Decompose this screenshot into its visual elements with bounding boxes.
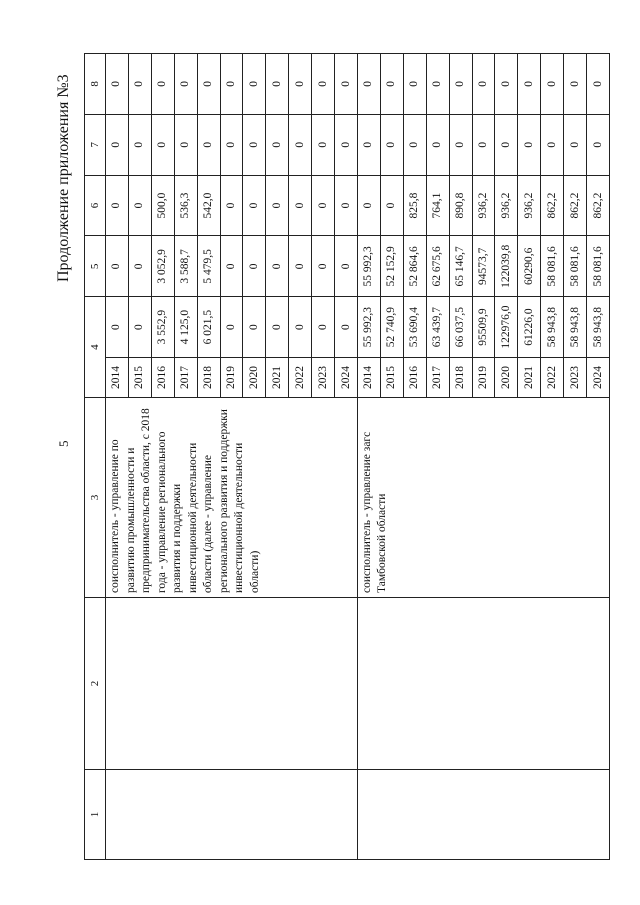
header-cell-5: 5 — [85, 236, 106, 297]
regional-value-cell: 0 — [380, 175, 403, 236]
federal-value-cell: 5 479,5 — [197, 236, 220, 297]
regional-value-cell: 825,8 — [403, 175, 426, 236]
total-value-cell: 66 037,5 — [449, 297, 472, 358]
regional-value-cell: 536,3 — [174, 175, 197, 236]
rotated-table-container — [84, 54, 608, 860]
regional-value-cell: 0 — [220, 175, 243, 236]
other-value-cell: 0 — [289, 54, 312, 115]
federal-value-cell: 0 — [243, 236, 266, 297]
regional-value-cell: 0 — [312, 175, 335, 236]
federal-value-cell: 94573,7 — [472, 236, 495, 297]
group-col2-cell — [357, 598, 609, 770]
local-value-cell: 0 — [495, 114, 518, 175]
regional-value-cell: 936,2 — [472, 175, 495, 236]
regional-value-cell: 890,8 — [449, 175, 472, 236]
other-value-cell: 0 — [518, 54, 541, 115]
year-cell: 2017 — [426, 358, 449, 398]
other-value-cell: 0 — [564, 54, 587, 115]
local-value-cell: 0 — [312, 114, 335, 175]
local-value-cell: 0 — [564, 114, 587, 175]
regional-value-cell: 542,0 — [197, 175, 220, 236]
local-value-cell: 0 — [151, 114, 174, 175]
federal-value-cell: 0 — [312, 236, 335, 297]
other-value-cell: 0 — [426, 54, 449, 115]
total-value-cell: 63 439,7 — [426, 297, 449, 358]
regional-value-cell: 862,2 — [541, 175, 564, 236]
federal-value-cell: 0 — [106, 236, 129, 297]
other-value-cell: 0 — [472, 54, 495, 115]
table-row — [357, 54, 380, 860]
executor-description: соисполнитель - управление загс Тамбовской области — [357, 398, 609, 598]
local-value-cell: 0 — [335, 114, 358, 175]
header-cell-6: 6 — [85, 175, 106, 236]
other-value-cell: 0 — [174, 54, 197, 115]
federal-value-cell: 122039,8 — [495, 236, 518, 297]
year-cell: 2019 — [472, 358, 495, 398]
local-value-cell: 0 — [587, 114, 610, 175]
federal-value-cell: 60290,6 — [518, 236, 541, 297]
total-value-cell: 122976,0 — [495, 297, 518, 358]
header-row — [85, 54, 106, 860]
year-cell: 2020 — [243, 358, 266, 398]
year-cell: 2019 — [220, 358, 243, 398]
total-value-cell: 0 — [266, 297, 289, 358]
other-value-cell: 0 — [243, 54, 266, 115]
local-value-cell: 0 — [426, 114, 449, 175]
federal-value-cell: 58 081,6 — [541, 236, 564, 297]
other-value-cell: 0 — [357, 54, 380, 115]
other-value-cell: 0 — [449, 54, 472, 115]
federal-value-cell: 3 588,7 — [174, 236, 197, 297]
federal-value-cell: 52 864,6 — [403, 236, 426, 297]
other-value-cell: 0 — [266, 54, 289, 115]
total-value-cell: 0 — [289, 297, 312, 358]
regional-value-cell: 862,2 — [564, 175, 587, 236]
regional-value-cell: 500,0 — [151, 175, 174, 236]
total-value-cell: 58 943,8 — [564, 297, 587, 358]
regional-value-cell: 0 — [128, 175, 151, 236]
regional-value-cell: 936,2 — [518, 175, 541, 236]
other-value-cell: 0 — [106, 54, 129, 115]
table-body — [106, 54, 610, 860]
federal-value-cell: 62 675,6 — [426, 236, 449, 297]
total-value-cell: 55 992,3 — [357, 297, 380, 358]
other-value-cell: 0 — [541, 54, 564, 115]
federal-value-cell: 65 146,7 — [449, 236, 472, 297]
total-value-cell: 0 — [220, 297, 243, 358]
total-value-cell: 6 021,5 — [197, 297, 220, 358]
federal-value-cell: 58 081,6 — [587, 236, 610, 297]
regional-value-cell: 0 — [289, 175, 312, 236]
year-cell: 2014 — [106, 358, 129, 398]
other-value-cell: 0 — [197, 54, 220, 115]
regional-value-cell: 936,2 — [495, 175, 518, 236]
year-cell: 2021 — [266, 358, 289, 398]
local-value-cell: 0 — [220, 114, 243, 175]
header-cell-8: 8 — [85, 54, 106, 115]
year-cell: 2022 — [541, 358, 564, 398]
local-value-cell: 0 — [449, 114, 472, 175]
year-cell: 2022 — [289, 358, 312, 398]
year-cell: 2015 — [128, 358, 151, 398]
federal-value-cell: 0 — [335, 236, 358, 297]
federal-value-cell: 52 152,9 — [380, 236, 403, 297]
federal-value-cell: 58 081,6 — [564, 236, 587, 297]
other-value-cell: 0 — [403, 54, 426, 115]
header-cell-7: 7 — [85, 114, 106, 175]
total-value-cell: 52 740,9 — [380, 297, 403, 358]
group-col1-cell — [106, 770, 358, 860]
regional-value-cell: 0 — [357, 175, 380, 236]
local-value-cell: 0 — [403, 114, 426, 175]
year-cell: 2016 — [403, 358, 426, 398]
federal-value-cell: 0 — [220, 236, 243, 297]
total-value-cell: 0 — [128, 297, 151, 358]
local-value-cell: 0 — [106, 114, 129, 175]
year-cell: 2024 — [335, 358, 358, 398]
total-value-cell: 53 690,4 — [403, 297, 426, 358]
header-cell-2: 2 — [85, 598, 106, 770]
page-number: 5 — [56, 440, 71, 447]
local-value-cell: 0 — [472, 114, 495, 175]
local-value-cell: 0 — [289, 114, 312, 175]
local-value-cell: 0 — [266, 114, 289, 175]
local-value-cell: 0 — [243, 114, 266, 175]
year-cell: 2014 — [357, 358, 380, 398]
local-value-cell: 0 — [128, 114, 151, 175]
local-value-cell: 0 — [174, 114, 197, 175]
total-value-cell: 61226,0 — [518, 297, 541, 358]
total-value-cell: 95509,9 — [472, 297, 495, 358]
year-cell: 2024 — [587, 358, 610, 398]
local-value-cell: 0 — [541, 114, 564, 175]
other-value-cell: 0 — [587, 54, 610, 115]
federal-value-cell: 3 052,9 — [151, 236, 174, 297]
continuation-title: Продолжение приложения №3 — [55, 74, 72, 282]
regional-value-cell: 0 — [266, 175, 289, 236]
year-cell: 2017 — [174, 358, 197, 398]
other-value-cell: 0 — [220, 54, 243, 115]
total-value-cell: 0 — [312, 297, 335, 358]
header-cell-1: 1 — [85, 770, 106, 860]
group-col2-cell — [106, 598, 358, 770]
federal-value-cell: 55 992,3 — [357, 236, 380, 297]
header-cell-3: 3 — [85, 398, 106, 598]
total-value-cell: 4 125,0 — [174, 297, 197, 358]
year-cell: 2018 — [449, 358, 472, 398]
executor-description: соисполнитель - управление по развитию промышленности и предпринимательства области, с 2018 года - управление регионального развития и поддержки инвестиционной деятельности области (далее - управление регионального развития и поддержки инвестиционной деятельности области) — [106, 398, 358, 598]
year-cell: 2016 — [151, 358, 174, 398]
federal-value-cell: 0 — [266, 236, 289, 297]
year-cell: 2015 — [380, 358, 403, 398]
local-value-cell: 0 — [197, 114, 220, 175]
other-value-cell: 0 — [151, 54, 174, 115]
total-value-cell: 0 — [243, 297, 266, 358]
budget-table — [84, 53, 610, 860]
local-value-cell: 0 — [518, 114, 541, 175]
group-col1-cell — [357, 770, 609, 860]
other-value-cell: 0 — [380, 54, 403, 115]
other-value-cell: 0 — [495, 54, 518, 115]
total-value-cell: 0 — [335, 297, 358, 358]
year-cell: 2018 — [197, 358, 220, 398]
regional-value-cell: 0 — [335, 175, 358, 236]
year-cell: 2020 — [495, 358, 518, 398]
total-value-cell: 3 552,9 — [151, 297, 174, 358]
regional-value-cell: 862,2 — [587, 175, 610, 236]
local-value-cell: 0 — [380, 114, 403, 175]
regional-value-cell: 764,1 — [426, 175, 449, 236]
other-value-cell: 0 — [128, 54, 151, 115]
year-cell: 2023 — [312, 358, 335, 398]
other-value-cell: 0 — [312, 54, 335, 115]
federal-value-cell: 0 — [289, 236, 312, 297]
table-row — [106, 54, 129, 860]
year-cell: 2023 — [564, 358, 587, 398]
header-cell-4: 4 — [85, 297, 106, 398]
total-value-cell: 58 943,8 — [541, 297, 564, 358]
regional-value-cell: 0 — [243, 175, 266, 236]
total-value-cell: 0 — [106, 297, 129, 358]
regional-value-cell: 0 — [106, 175, 129, 236]
total-value-cell: 58 943,8 — [587, 297, 610, 358]
federal-value-cell: 0 — [128, 236, 151, 297]
local-value-cell: 0 — [357, 114, 380, 175]
year-cell: 2021 — [518, 358, 541, 398]
other-value-cell: 0 — [335, 54, 358, 115]
